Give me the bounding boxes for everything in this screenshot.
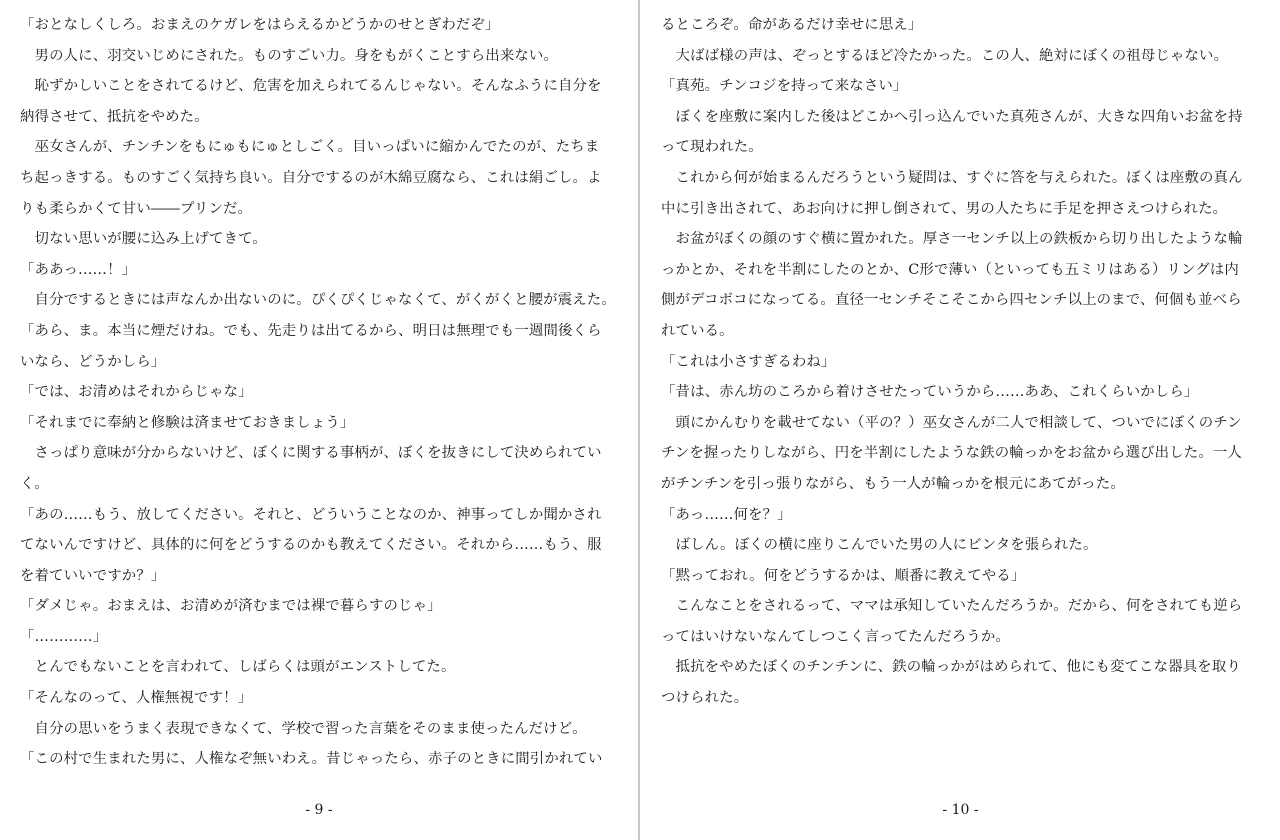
- page-left-text: [20, 10, 624, 775]
- text-line: 「昔は、赤ん坊のころから着けさせたっていうから……ああ、これくらいかしら」: [661, 384, 1199, 401]
- text-line: 抵抗をやめたぼくのチンチンに、鉄の輪っかがはめられて、他にも変てこな器具を取り: [661, 659, 1241, 676]
- page-right-text: [661, 10, 1262, 714]
- text-line: チンを握ったりしながら、円を半割にしたような鉄の輪っかをお盆から選び出した。一人: [661, 445, 1242, 462]
- text-line: 中に引き出されて、あお向けに押し倒されて、男の人たちに手足を押さえつけられた。: [661, 200, 1228, 217]
- text-line: 「…………」: [20, 628, 108, 645]
- text-line: 納得させて、抵抗をやめた。: [20, 108, 209, 125]
- page-divider: [638, 0, 640, 840]
- text-line: 「この村で生まれた男に、人権なぞ無いわえ。昔じゃったら、赤子のときに間引かれてい: [20, 751, 603, 768]
- text-line: とんでもないことを言われて、しばらくは頭がエンストしてた。: [20, 659, 456, 676]
- text-line: これから何が始まるんだろうという疑問は、すぐに答を与えられた。ぼくは座敷の真ん: [661, 169, 1243, 186]
- text-line: りも柔らかくて甘い――プリンだ。: [20, 200, 253, 217]
- text-line: って現われた。: [661, 139, 763, 156]
- text-line: いなら、どうかしら」: [20, 353, 166, 370]
- text-line: さっぱり意味が分からないけど、ぼくに関する事柄が、ぼくを抜きにして決められてい: [20, 445, 602, 462]
- text-line: 「おとなしくしろ。おまえのケガレをはらえるかどうかのせとぎわだぞ」: [20, 17, 500, 33]
- text-line: るところぞ。命があるだけ幸せに思え」: [661, 17, 923, 33]
- text-line: 「真苑。チンコジを持って来なさい」: [661, 78, 908, 95]
- text-line: 自分の思いをうまく表現できなくて、学校で習った言葉をそのまま使ったんだけど。: [20, 720, 587, 737]
- text-line: 「では、お清めはそれからじゃな」: [20, 384, 253, 401]
- text-line: がチンチンを引っ張りながら、もう一人が輪っかを根元にあてがった。: [661, 475, 1125, 492]
- text-line: 自分でするときには声なんか出ないのに。ぴくぴくじゃなくて、がくがくと腰が震えた。: [20, 292, 616, 309]
- page-number: - 10 -: [942, 802, 979, 818]
- text-line: れている。: [661, 322, 734, 339]
- text-line: 「そんなのって、人権無視です！」: [20, 690, 253, 707]
- text-line: てないんですけど、具体的に何をどうするのかも教えてください。それから……もう、服: [20, 537, 602, 554]
- text-line: お盆がぼくの顔のすぐ横に置かれた。厚さ一センチ以上の鉄板から切り出したような輪: [661, 231, 1243, 248]
- page-right: [641, 0, 1280, 840]
- text-line: ぼくを座敷に案内した後はどこかへ引っ込んでいた真苑さんが、大きな四角いお盆を持: [661, 108, 1243, 125]
- text-line: つけられた。: [661, 690, 749, 707]
- text-line: く。: [20, 475, 49, 492]
- text-line: 頭にかんむりを載せてない（平の？）巫女さんが二人で相談して、ついでにぼくのチン: [661, 414, 1242, 431]
- text-line: 「あら、ま。本当に煙だけね。でも、先走りは出てるから、明日は無理でも一週間後くら: [20, 322, 602, 339]
- text-line: 大ばば様の声は、ぞっとするほど冷たかった。この人、絶対にぼくの祖母じゃない。: [661, 47, 1229, 64]
- text-line: ばしん。ぼくの横に座りこんでいた男の人にビンタを張られた。: [661, 537, 1098, 554]
- text-line: 恥ずかしいことをされてるけど、危害を加えられてるんじゃない。そんなふうに自分を: [20, 78, 602, 95]
- text-line: 「あの……もう、放してください。それと、どういうことなのか、神事ってしか聞かされ: [20, 506, 602, 523]
- text-line: 「黙っておれ。何をどうするかは、順番に教えてやる」: [661, 567, 1026, 584]
- text-line: っかとか、それを半割にしたのとか、C形で薄い（といっても五ミリはある）リングは内: [661, 261, 1239, 278]
- text-line: 「あっ……何を？」: [661, 506, 792, 523]
- text-line: 「それまでに奉納と修験は済ませておきましょう」: [20, 414, 355, 431]
- text-line: を着ていいですか？」: [20, 567, 166, 584]
- text-line: 「ダメじゃ。おまえは、お清めが済むまでは裸で暮らすのじゃ」: [20, 598, 442, 615]
- text-line: 切ない思いが腰に込み上げてきて。: [20, 231, 267, 248]
- page-left: [0, 0, 638, 840]
- text-line: こんなことをされるって、ママは承知していたんだろうか。だから、何をされても逆ら: [661, 598, 1243, 615]
- page-number: - 9 -: [305, 802, 333, 818]
- text-line: 「ああっ……！」: [20, 261, 137, 278]
- text-line: ち起っきする。ものすごく気持ち良い。自分でするのが木綿豆腐なら、これは絹ごし。よ: [20, 169, 602, 186]
- text-line: ってはいけないなんてしつこく言ってたんだろうか。: [661, 628, 1010, 645]
- text-line: 側がデコボコになってる。直径一センチそこそこから四センチ以上のまで、何個も並べら: [661, 292, 1242, 309]
- text-line: 「これは小さすぎるわね」: [661, 353, 836, 370]
- text-line: 巫女さんが、チンチンをもにゅもにゅとしごく。目いっぱいに縮かんでたのが、たちま: [20, 139, 600, 156]
- text-line: 男の人に、羽交いじめにされた。ものすごい力。身をもがくことすら出来ない。: [20, 47, 559, 64]
